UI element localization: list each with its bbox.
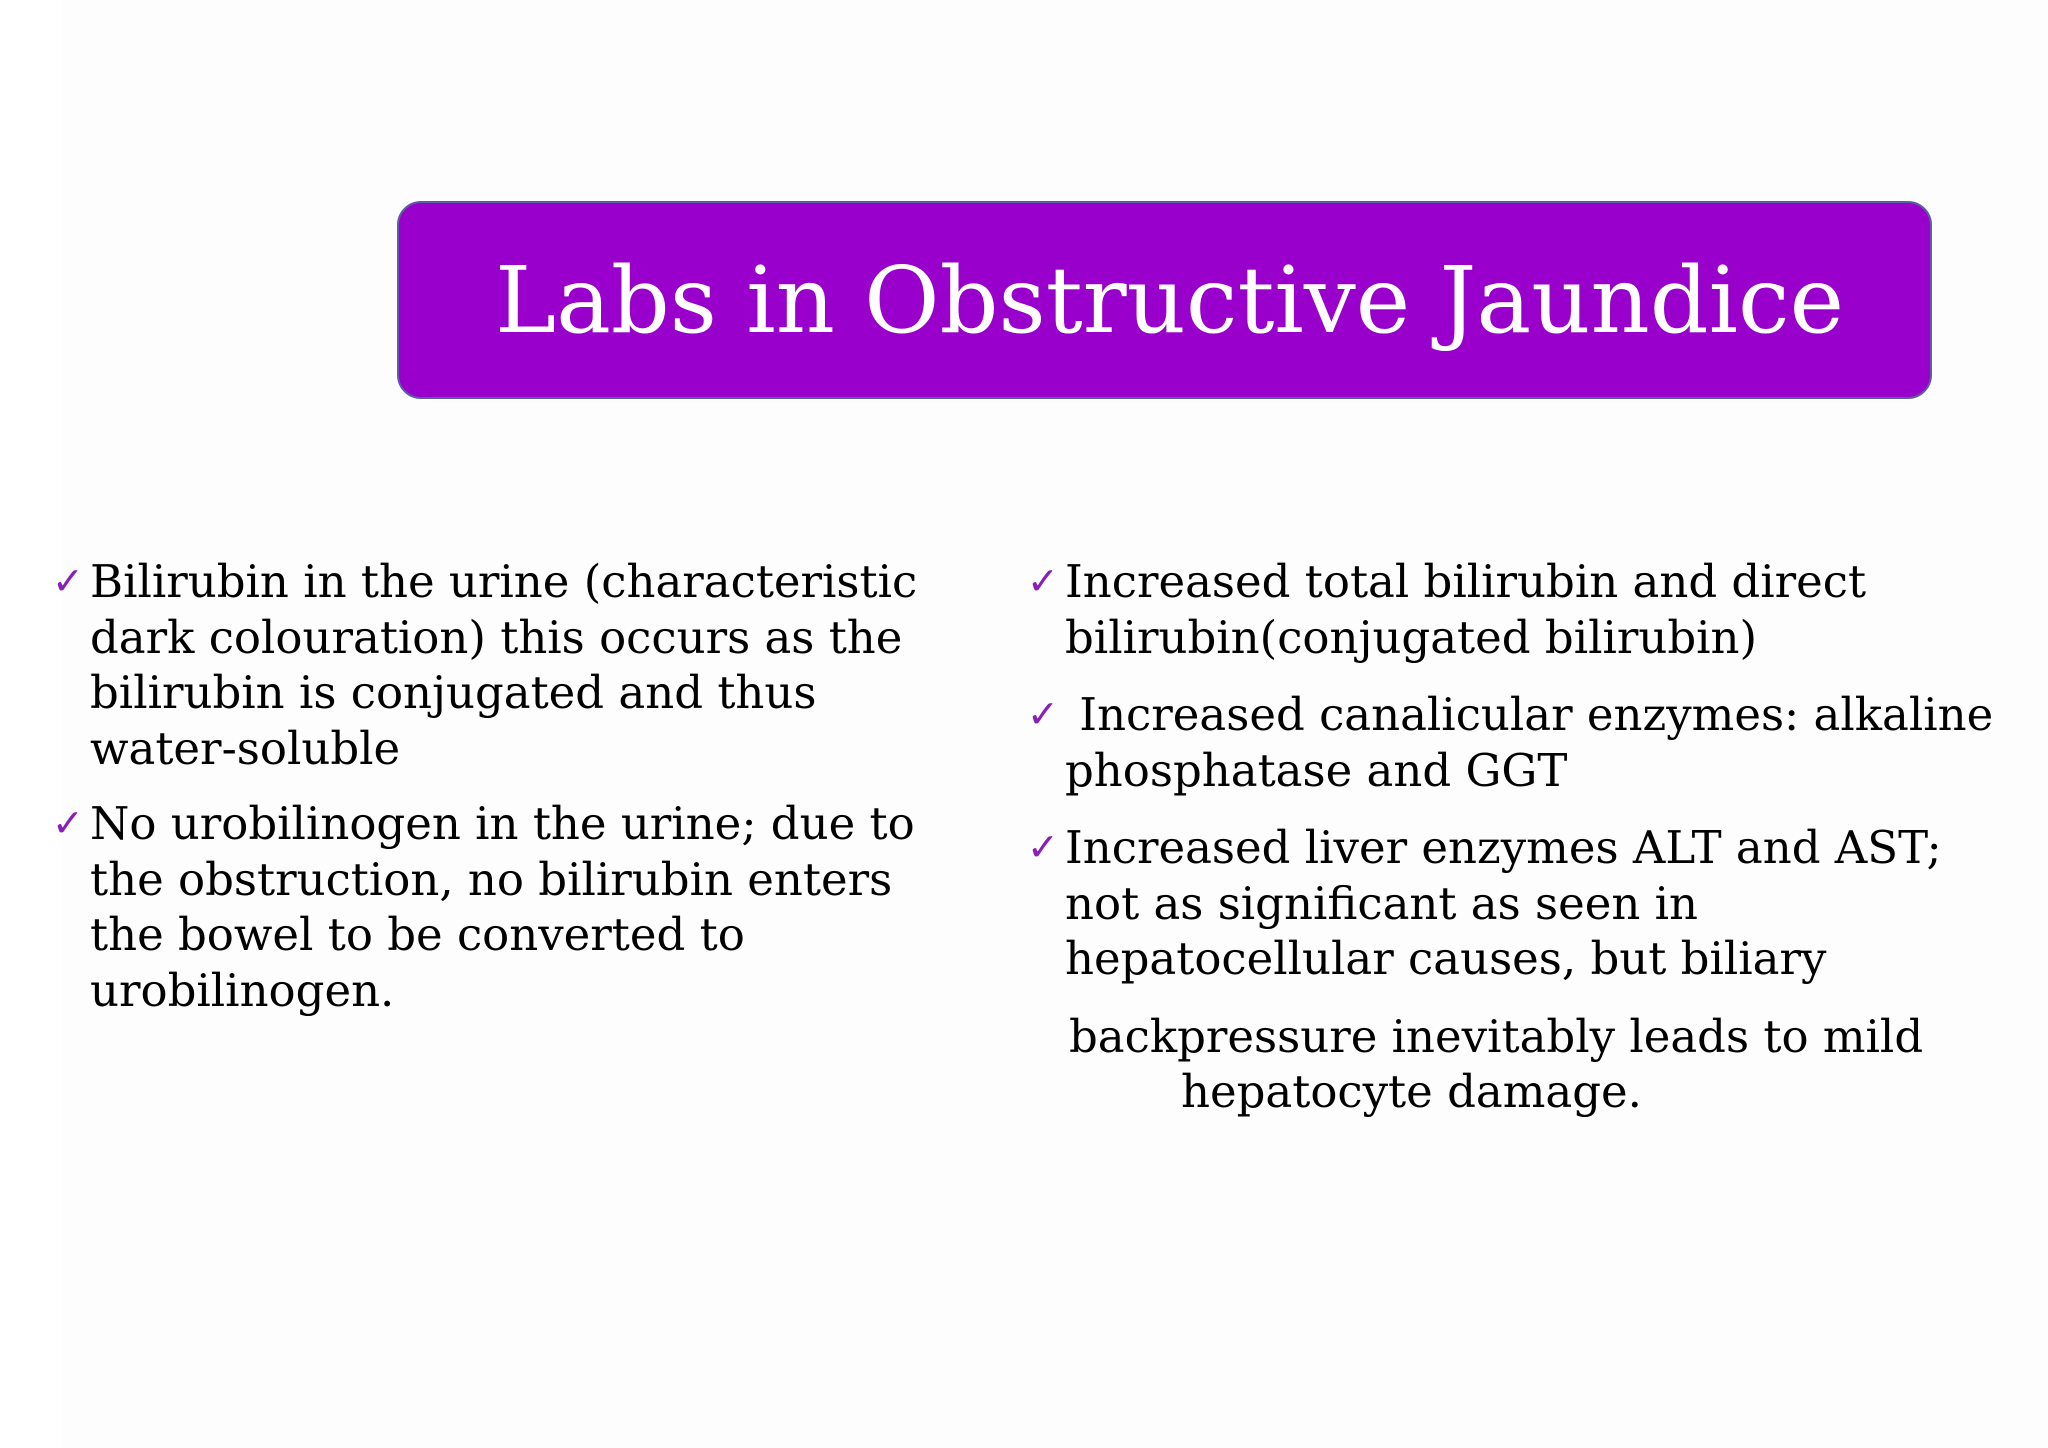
bullet-line: Increased total bilirubin and direct: [1065, 555, 1867, 608]
bullet-line: not as significant as seen in: [1065, 876, 1699, 930]
continuation-line: hepatocyte damage.: [1181, 1065, 1642, 1118]
bullet-line: urobilinogen.: [90, 963, 395, 1017]
bullet-liver-enzymes: [1027, 820, 2042, 987]
bullet-line: bilirubin is conjugated and thus: [90, 666, 817, 719]
checkmark-icon: ✓: [1027, 692, 1059, 736]
bullet-line: Increased liver enzymes ALT and AST;: [1065, 821, 1942, 874]
checkmark-icon: ✓: [52, 801, 84, 845]
checkmark-icon: ✓: [52, 559, 84, 603]
checkmark-icon: ✓: [1027, 559, 1059, 603]
checkmark-icon: ✓: [1027, 825, 1059, 869]
bullet-line: the bowel to be converted to: [90, 908, 745, 961]
bullet-line: water-soluble: [90, 721, 401, 775]
bullet-line: the obstruction, no bilirubin enters: [90, 852, 893, 906]
bullet-line: hepatocellular causes, but biliary: [1065, 932, 1827, 985]
right-column: [1027, 554, 2042, 1120]
continuation-line: backpressure inevitably leads to mild: [1069, 1009, 1924, 1063]
bullet-line: Bilirubin in the urine (characteristic: [90, 555, 918, 608]
bullet-no-urobilinogen: [52, 796, 1012, 1018]
bullet-line: No urobilinogen in the urine; due to: [90, 797, 915, 850]
slide-title: Labs in Obstructive Jaundice: [494, 246, 1845, 354]
title-banner: [397, 201, 1932, 399]
bullet-line: bilirubin(conjugated bilirubin): [1065, 610, 1758, 664]
bullet-line: phosphatase and GGT: [1065, 743, 1568, 797]
bullet-urine-bilirubin: [52, 554, 1012, 776]
bullet-line: Increased canalicular enzymes: alkaline: [1065, 688, 1994, 741]
bullet-total-bilirubin: [1027, 554, 2042, 665]
left-column: [52, 554, 1012, 1018]
bullet-canalicular-enzymes: [1027, 687, 2042, 798]
bullet-line: dark colouration) this occurs as the: [90, 610, 903, 664]
